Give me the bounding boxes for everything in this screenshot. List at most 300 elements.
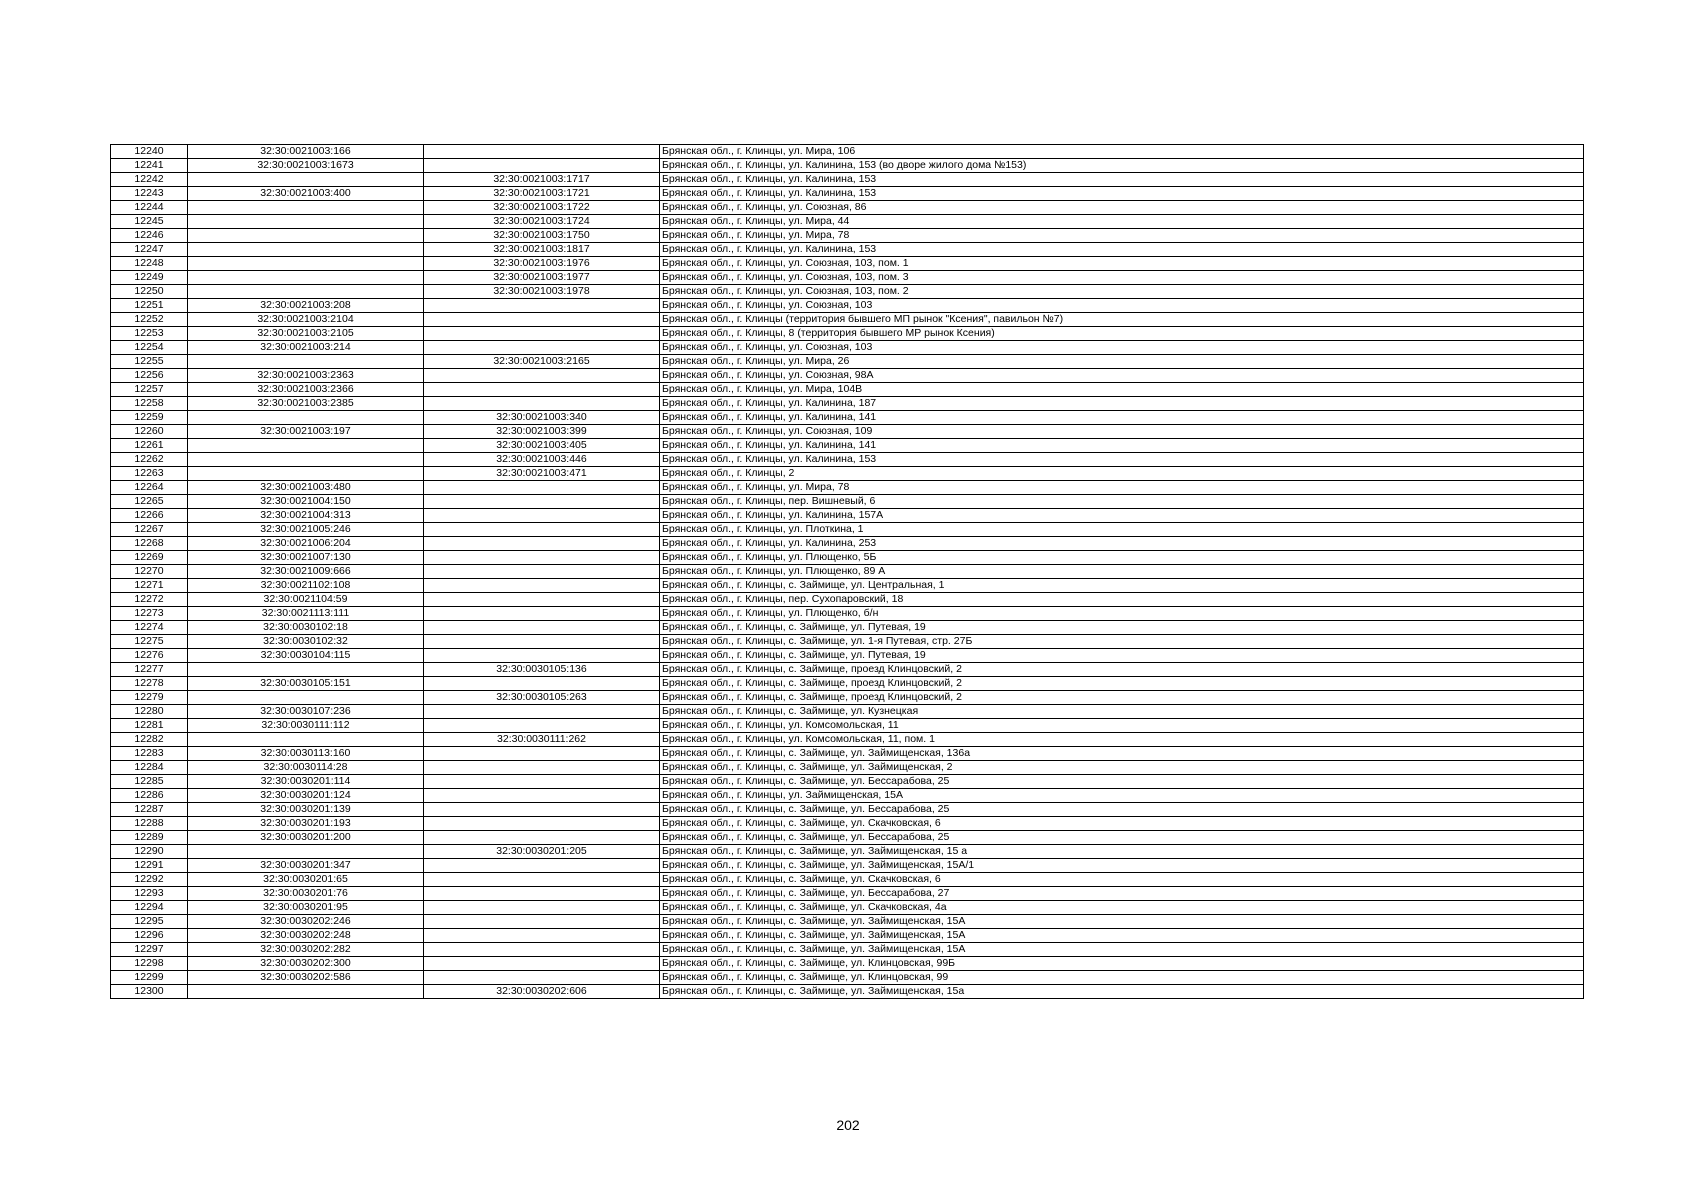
address-cell: Брянская обл., г. Клинцы, с. Займище, ул. Бессарабова, 27 (660, 887, 1584, 901)
building-cadastral-number-cell: 32:30:0021003:399 (424, 425, 660, 439)
table-row (111, 775, 1584, 789)
land-cadastral-number-cell (188, 663, 424, 677)
page-number: 202 (836, 1117, 860, 1133)
table-row (111, 887, 1584, 901)
table-row (111, 831, 1584, 845)
table-row (111, 593, 1584, 607)
table-row (111, 243, 1584, 257)
row-number-cell: 12298 (111, 957, 188, 971)
address-cell: Брянская обл., г. Клинцы, ул. Комсомольская, 11 (660, 719, 1584, 733)
land-cadastral-number-cell: 32:30:0021003:2104 (188, 313, 424, 327)
row-number-cell: 12291 (111, 859, 188, 873)
table-row (111, 733, 1584, 747)
address-cell: Брянская обл., г. Клинцы, 8 (территория бывшего МР рынок Ксения) (660, 327, 1584, 341)
land-cadastral-number-cell: 32:30:0030202:246 (188, 915, 424, 929)
address-cell: Брянская обл., г. Клинцы, с. Займище, ул. Кузнецкая (660, 705, 1584, 719)
table-row (111, 537, 1584, 551)
table-row (111, 663, 1584, 677)
building-cadastral-number-cell: 32:30:0021003:1724 (424, 215, 660, 229)
land-cadastral-number-cell (188, 257, 424, 271)
address-cell: Брянская обл., г. Клинцы (территория бывшего МП рынок "Ксения", павильон №7) (660, 313, 1584, 327)
building-cadastral-number-cell (424, 607, 660, 621)
address-cell: Брянская обл., г. Клинцы, с. Займище, ул. Займищенская, 15А (660, 915, 1584, 929)
building-cadastral-number-cell: 32:30:0021003:1977 (424, 271, 660, 285)
row-number-cell: 12296 (111, 929, 188, 943)
building-cadastral-number-cell (424, 649, 660, 663)
land-cadastral-number-cell (188, 285, 424, 299)
land-cadastral-number-cell: 32:30:0030102:18 (188, 621, 424, 635)
building-cadastral-number-cell: 32:30:0021003:471 (424, 467, 660, 481)
land-cadastral-number-cell: 32:30:0021006:204 (188, 537, 424, 551)
row-number-cell: 12256 (111, 369, 188, 383)
table-row (111, 201, 1584, 215)
table-row (111, 425, 1584, 439)
building-cadastral-number-cell: 32:30:0021003:1721 (424, 187, 660, 201)
building-cadastral-number-cell (424, 159, 660, 173)
land-cadastral-number-cell (188, 271, 424, 285)
land-cadastral-number-cell: 32:30:0021003:166 (188, 145, 424, 159)
row-number-cell: 12247 (111, 243, 188, 257)
table-row (111, 299, 1584, 313)
table-row (111, 355, 1584, 369)
row-number-cell: 12297 (111, 943, 188, 957)
building-cadastral-number-cell (424, 481, 660, 495)
table-row (111, 789, 1584, 803)
address-cell: Брянская обл., г. Клинцы, ул. Калинина, 153 (660, 173, 1584, 187)
address-cell: Брянская обл., г. Клинцы, ул. Калинина, 153 (660, 243, 1584, 257)
table-row (111, 271, 1584, 285)
row-number-cell: 12284 (111, 761, 188, 775)
table-row (111, 943, 1584, 957)
table-row (111, 411, 1584, 425)
address-cell: Брянская обл., г. Клинцы, с. Займище, ул. Скачковская, 4а (660, 901, 1584, 915)
address-cell: Брянская обл., г. Клинцы, ул. Комсомольская, 11, пом. 1 (660, 733, 1584, 747)
row-number-cell: 12293 (111, 887, 188, 901)
building-cadastral-number-cell: 32:30:0021003:340 (424, 411, 660, 425)
land-cadastral-number-cell: 32:30:0021007:130 (188, 551, 424, 565)
table-row (111, 257, 1584, 271)
row-number-cell: 12251 (111, 299, 188, 313)
address-cell: Брянская обл., г. Клинцы, с. Займище, ул. Займищенская, 15 а (660, 845, 1584, 859)
table-row (111, 719, 1584, 733)
building-cadastral-number-cell (424, 369, 660, 383)
building-cadastral-number-cell (424, 677, 660, 691)
table-row (111, 957, 1584, 971)
address-cell: Брянская обл., г. Клинцы, ул. Калинина, 157А (660, 509, 1584, 523)
address-cell: Брянская обл., г. Клинцы, ул. Плющенко, 5Б (660, 551, 1584, 565)
table-row (111, 971, 1584, 985)
row-number-cell: 12279 (111, 691, 188, 705)
table-row (111, 173, 1584, 187)
address-cell: Брянская обл., г. Клинцы, ул. Займищенская, 15А (660, 789, 1584, 803)
table-row (111, 747, 1584, 761)
address-cell: Брянская обл., г. Клинцы, с. Займище, проезд Клинцовский, 2 (660, 677, 1584, 691)
table-row (111, 705, 1584, 719)
address-cell: Брянская обл., г. Клинцы, ул. Плющенко, б/н (660, 607, 1584, 621)
table-row (111, 579, 1584, 593)
row-number-cell: 12258 (111, 397, 188, 411)
table-row (111, 873, 1584, 887)
land-cadastral-number-cell: 32:30:0021003:2366 (188, 383, 424, 397)
building-cadastral-number-cell (424, 719, 660, 733)
address-cell: Брянская обл., г. Клинцы, ул. Союзная, 103 (660, 341, 1584, 355)
building-cadastral-number-cell: 32:30:0021003:446 (424, 453, 660, 467)
row-number-cell: 12260 (111, 425, 188, 439)
table-row (111, 397, 1584, 411)
row-number-cell: 12240 (111, 145, 188, 159)
building-cadastral-number-cell (424, 341, 660, 355)
land-cadastral-number-cell: 32:30:0021004:150 (188, 495, 424, 509)
building-cadastral-number-cell (424, 817, 660, 831)
address-cell: Брянская обл., г. Клинцы, ул. Калинина, 253 (660, 537, 1584, 551)
land-cadastral-number-cell (188, 691, 424, 705)
address-cell: Брянская обл., г. Клинцы, с. Займище, ул. Центральная, 1 (660, 579, 1584, 593)
row-number-cell: 12275 (111, 635, 188, 649)
building-cadastral-number-cell (424, 747, 660, 761)
land-cadastral-number-cell (188, 201, 424, 215)
address-cell: Брянская обл., г. Клинцы, с. Займище, ул. 1-я Путевая, стр. 27Б (660, 635, 1584, 649)
address-cell: Брянская обл., г. Клинцы, ул. Мира, 78 (660, 229, 1584, 243)
row-number-cell: 12294 (111, 901, 188, 915)
row-number-cell: 12280 (111, 705, 188, 719)
land-cadastral-number-cell: 32:30:0030104:115 (188, 649, 424, 663)
building-cadastral-number-cell (424, 929, 660, 943)
building-cadastral-number-cell: 32:30:0030105:263 (424, 691, 660, 705)
building-cadastral-number-cell (424, 565, 660, 579)
land-cadastral-number-cell: 32:30:0021003:480 (188, 481, 424, 495)
land-cadastral-number-cell: 32:30:0021003:2363 (188, 369, 424, 383)
row-number-cell: 12252 (111, 313, 188, 327)
row-number-cell: 12257 (111, 383, 188, 397)
address-cell: Брянская обл., г. Клинцы, с. Займище, ул. Займищенская, 136а (660, 747, 1584, 761)
table-row (111, 845, 1584, 859)
row-number-cell: 12286 (111, 789, 188, 803)
table-row (111, 467, 1584, 481)
land-cadastral-number-cell: 32:30:0021005:246 (188, 523, 424, 537)
address-cell: Брянская обл., г. Клинцы, ул. Калинина, 153 (во дворе жилого дома №153) (660, 159, 1584, 173)
address-cell: Брянская обл., г. Клинцы, 2 (660, 467, 1584, 481)
row-number-cell: 12261 (111, 439, 188, 453)
row-number-cell: 12285 (111, 775, 188, 789)
row-number-cell: 12278 (111, 677, 188, 691)
building-cadastral-number-cell (424, 705, 660, 719)
building-cadastral-number-cell (424, 873, 660, 887)
table-row (111, 453, 1584, 467)
land-cadastral-number-cell: 32:30:0021113:111 (188, 607, 424, 621)
address-cell: Брянская обл., г. Клинцы, ул. Плющенко, 89 А (660, 565, 1584, 579)
table-row (111, 215, 1584, 229)
row-number-cell: 12250 (111, 285, 188, 299)
address-cell: Брянская обл., г. Клинцы, ул. Мира, 26 (660, 355, 1584, 369)
land-cadastral-number-cell (188, 355, 424, 369)
land-cadastral-number-cell: 32:30:0030107:236 (188, 705, 424, 719)
address-cell: Брянская обл., г. Клинцы, с. Займище, ул. Клинцовская, 99Б (660, 957, 1584, 971)
address-cell: Брянская обл., г. Клинцы, с. Займище, ул. Займищенская, 15А/1 (660, 859, 1584, 873)
land-cadastral-number-cell (188, 439, 424, 453)
address-cell: Брянская обл., г. Клинцы, ул. Калинина, 187 (660, 397, 1584, 411)
land-cadastral-number-cell (188, 733, 424, 747)
building-cadastral-number-cell (424, 957, 660, 971)
row-number-cell: 12281 (111, 719, 188, 733)
table-row (111, 313, 1584, 327)
land-cadastral-number-cell (188, 845, 424, 859)
table-row (111, 803, 1584, 817)
address-cell: Брянская обл., г. Клинцы, с. Займище, проезд Клинцовский, 2 (660, 663, 1584, 677)
address-cell: Брянская обл., г. Клинцы, с. Займище, ул. Бессарабова, 25 (660, 775, 1584, 789)
row-number-cell: 12288 (111, 817, 188, 831)
address-cell: Брянская обл., г. Клинцы, ул. Калинина, 153 (660, 187, 1584, 201)
building-cadastral-number-cell (424, 551, 660, 565)
table-row (111, 229, 1584, 243)
row-number-cell: 12283 (111, 747, 188, 761)
building-cadastral-number-cell (424, 971, 660, 985)
row-number-cell: 12243 (111, 187, 188, 201)
row-number-cell: 12244 (111, 201, 188, 215)
building-cadastral-number-cell (424, 943, 660, 957)
land-cadastral-number-cell (188, 453, 424, 467)
address-cell: Брянская обл., г. Клинцы, ул. Союзная, 86 (660, 201, 1584, 215)
table-row (111, 929, 1584, 943)
land-cadastral-number-cell: 32:30:0021003:208 (188, 299, 424, 313)
land-cadastral-number-cell: 32:30:0030201:124 (188, 789, 424, 803)
land-cadastral-number-cell: 32:30:0030201:95 (188, 901, 424, 915)
land-cadastral-number-cell (188, 243, 424, 257)
address-cell: Брянская обл., г. Клинцы, ул. Калинина, 141 (660, 439, 1584, 453)
table-row (111, 761, 1584, 775)
land-cadastral-number-cell: 32:30:0030201:200 (188, 831, 424, 845)
building-cadastral-number-cell (424, 397, 660, 411)
building-cadastral-number-cell: 32:30:0021003:1717 (424, 173, 660, 187)
land-cadastral-number-cell: 32:30:0030202:300 (188, 957, 424, 971)
table-row (111, 369, 1584, 383)
address-cell: Брянская обл., г. Клинцы, с. Займище, ул. Скачковская, 6 (660, 873, 1584, 887)
row-number-cell: 12269 (111, 551, 188, 565)
address-cell: Брянская обл., г. Клинцы, с. Займище, ул. Займищенская, 15А (660, 929, 1584, 943)
address-cell: Брянская обл., г. Клинцы, с. Займище, ул. Путевая, 19 (660, 621, 1584, 635)
address-cell: Брянская обл., г. Клинцы, с. Займище, ул. Бессарабова, 25 (660, 803, 1584, 817)
row-number-cell: 12264 (111, 481, 188, 495)
land-cadastral-number-cell: 32:30:0030201:347 (188, 859, 424, 873)
address-cell: Брянская обл., г. Клинцы, ул. Мира, 106 (660, 145, 1584, 159)
row-number-cell: 12267 (111, 523, 188, 537)
row-number-cell: 12287 (111, 803, 188, 817)
land-cadastral-number-cell: 32:30:0030202:586 (188, 971, 424, 985)
building-cadastral-number-cell: 32:30:0030201:205 (424, 845, 660, 859)
building-cadastral-number-cell (424, 901, 660, 915)
building-cadastral-number-cell (424, 579, 660, 593)
land-cadastral-number-cell: 32:30:0030105:151 (188, 677, 424, 691)
land-cadastral-number-cell (188, 411, 424, 425)
row-number-cell: 12254 (111, 341, 188, 355)
land-cadastral-number-cell: 32:30:0030201:65 (188, 873, 424, 887)
table-row (111, 635, 1584, 649)
row-number-cell: 12300 (111, 985, 188, 999)
registry-table (110, 144, 1584, 999)
row-number-cell: 12272 (111, 593, 188, 607)
building-cadastral-number-cell (424, 537, 660, 551)
table-row (111, 439, 1584, 453)
table-row (111, 901, 1584, 915)
building-cadastral-number-cell (424, 593, 660, 607)
land-cadastral-number-cell: 32:30:0021009:666 (188, 565, 424, 579)
row-number-cell: 12248 (111, 257, 188, 271)
land-cadastral-number-cell: 32:30:0021104:59 (188, 593, 424, 607)
row-number-cell: 12282 (111, 733, 188, 747)
table-row (111, 691, 1584, 705)
table-row (111, 607, 1584, 621)
row-number-cell: 12263 (111, 467, 188, 481)
land-cadastral-number-cell: 32:30:0030102:32 (188, 635, 424, 649)
table-row (111, 817, 1584, 831)
address-cell: Брянская обл., г. Клинцы, пер. Вишневый, 6 (660, 495, 1584, 509)
land-cadastral-number-cell (188, 229, 424, 243)
building-cadastral-number-cell (424, 775, 660, 789)
row-number-cell: 12253 (111, 327, 188, 341)
building-cadastral-number-cell: 32:30:0030202:606 (424, 985, 660, 999)
land-cadastral-number-cell: 32:30:0021003:197 (188, 425, 424, 439)
row-number-cell: 12274 (111, 621, 188, 635)
building-cadastral-number-cell (424, 495, 660, 509)
row-number-cell: 12273 (111, 607, 188, 621)
land-cadastral-number-cell: 32:30:0021102:108 (188, 579, 424, 593)
row-number-cell: 12292 (111, 873, 188, 887)
land-cadastral-number-cell: 32:30:0030202:248 (188, 929, 424, 943)
table-row (111, 915, 1584, 929)
address-cell: Брянская обл., г. Клинцы, ул. Союзная, 103, пом. 3 (660, 271, 1584, 285)
table-row (111, 145, 1584, 159)
table-row (111, 285, 1584, 299)
table-row (111, 859, 1584, 873)
building-cadastral-number-cell (424, 383, 660, 397)
row-number-cell: 12242 (111, 173, 188, 187)
building-cadastral-number-cell (424, 509, 660, 523)
table-row (111, 523, 1584, 537)
row-number-cell: 12290 (111, 845, 188, 859)
row-number-cell: 12249 (111, 271, 188, 285)
table-row (111, 495, 1584, 509)
address-cell: Брянская обл., г. Клинцы, ул. Мира, 104В (660, 383, 1584, 397)
table-row (111, 159, 1584, 173)
land-cadastral-number-cell (188, 467, 424, 481)
land-cadastral-number-cell (188, 985, 424, 999)
building-cadastral-number-cell (424, 621, 660, 635)
building-cadastral-number-cell: 32:30:0021003:1722 (424, 201, 660, 215)
row-number-cell: 12255 (111, 355, 188, 369)
building-cadastral-number-cell: 32:30:0021003:1817 (424, 243, 660, 257)
land-cadastral-number-cell: 32:30:0021003:2385 (188, 397, 424, 411)
table-row (111, 649, 1584, 663)
building-cadastral-number-cell: 32:30:0021003:1976 (424, 257, 660, 271)
land-cadastral-number-cell: 32:30:0021004:313 (188, 509, 424, 523)
building-cadastral-number-cell: 32:30:0030105:136 (424, 663, 660, 677)
building-cadastral-number-cell (424, 789, 660, 803)
building-cadastral-number-cell (424, 299, 660, 313)
building-cadastral-number-cell (424, 523, 660, 537)
table-row (111, 551, 1584, 565)
land-cadastral-number-cell: 32:30:0021003:400 (188, 187, 424, 201)
address-cell: Брянская обл., г. Клинцы, ул. Мира, 44 (660, 215, 1584, 229)
building-cadastral-number-cell: 32:30:0021003:1750 (424, 229, 660, 243)
land-cadastral-number-cell: 32:30:0030201:114 (188, 775, 424, 789)
address-cell: Брянская обл., г. Клинцы, с. Займище, проезд Клинцовский, 2 (660, 691, 1584, 705)
address-cell: Брянская обл., г. Клинцы, с. Займище, ул. Займищенская, 15А (660, 943, 1584, 957)
address-cell: Брянская обл., г. Клинцы, ул. Калинина, 141 (660, 411, 1584, 425)
row-number-cell: 12241 (111, 159, 188, 173)
row-number-cell: 12245 (111, 215, 188, 229)
address-cell: Брянская обл., г. Клинцы, ул. Союзная, 98А (660, 369, 1584, 383)
land-cadastral-number-cell: 32:30:0021003:1673 (188, 159, 424, 173)
table-row (111, 565, 1584, 579)
building-cadastral-number-cell (424, 831, 660, 845)
address-cell: Брянская обл., г. Клинцы, ул. Калинина, 153 (660, 453, 1584, 467)
registry-table-body (111, 145, 1584, 999)
address-cell: Брянская обл., г. Клинцы, с. Займище, ул. Скачковская, 6 (660, 817, 1584, 831)
table-row (111, 677, 1584, 691)
building-cadastral-number-cell (424, 635, 660, 649)
land-cadastral-number-cell: 32:30:0030202:282 (188, 943, 424, 957)
table-row (111, 383, 1584, 397)
land-cadastral-number-cell: 32:30:0030111:112 (188, 719, 424, 733)
row-number-cell: 12262 (111, 453, 188, 467)
row-number-cell: 12289 (111, 831, 188, 845)
address-cell: Брянская обл., г. Клинцы, с. Займище, ул. Займищенская, 2 (660, 761, 1584, 775)
building-cadastral-number-cell: 32:30:0021003:405 (424, 439, 660, 453)
row-number-cell: 12270 (111, 565, 188, 579)
table-row (111, 341, 1584, 355)
address-cell: Брянская обл., г. Клинцы, ул. Союзная, 103, пом. 1 (660, 257, 1584, 271)
row-number-cell: 12268 (111, 537, 188, 551)
building-cadastral-number-cell: 32:30:0030111:262 (424, 733, 660, 747)
building-cadastral-number-cell (424, 859, 660, 873)
land-cadastral-number-cell: 32:30:0030201:193 (188, 817, 424, 831)
building-cadastral-number-cell (424, 803, 660, 817)
land-cadastral-number-cell: 32:30:0021003:2105 (188, 327, 424, 341)
address-cell: Брянская обл., г. Клинцы, ул. Мира, 78 (660, 481, 1584, 495)
table-row (111, 509, 1584, 523)
address-cell: Брянская обл., г. Клинцы, ул. Союзная, 103, пом. 2 (660, 285, 1584, 299)
building-cadastral-number-cell (424, 887, 660, 901)
land-cadastral-number-cell: 32:30:0030113:160 (188, 747, 424, 761)
address-cell: Брянская обл., г. Клинцы, ул. Плоткина, 1 (660, 523, 1584, 537)
building-cadastral-number-cell (424, 761, 660, 775)
address-cell: Брянская обл., г. Клинцы, с. Займище, ул. Клинцовская, 99 (660, 971, 1584, 985)
row-number-cell: 12276 (111, 649, 188, 663)
address-cell: Брянская обл., г. Клинцы, с. Займище, ул. Путевая, 19 (660, 649, 1584, 663)
land-cadastral-number-cell: 32:30:0030201:139 (188, 803, 424, 817)
building-cadastral-number-cell (424, 327, 660, 341)
land-cadastral-number-cell: 32:30:0030114:28 (188, 761, 424, 775)
building-cadastral-number-cell: 32:30:0021003:2165 (424, 355, 660, 369)
row-number-cell: 12299 (111, 971, 188, 985)
building-cadastral-number-cell (424, 145, 660, 159)
table-row (111, 187, 1584, 201)
row-number-cell: 12246 (111, 229, 188, 243)
land-cadastral-number-cell (188, 215, 424, 229)
building-cadastral-number-cell: 32:30:0021003:1978 (424, 285, 660, 299)
address-cell: Брянская обл., г. Клинцы, ул. Союзная, 109 (660, 425, 1584, 439)
table-row (111, 985, 1584, 999)
row-number-cell: 12277 (111, 663, 188, 677)
row-number-cell: 12266 (111, 509, 188, 523)
building-cadastral-number-cell (424, 915, 660, 929)
row-number-cell: 12259 (111, 411, 188, 425)
row-number-cell: 12295 (111, 915, 188, 929)
row-number-cell: 12271 (111, 579, 188, 593)
address-cell: Брянская обл., г. Клинцы, пер. Сухопаровский, 18 (660, 593, 1584, 607)
building-cadastral-number-cell (424, 313, 660, 327)
row-number-cell: 12265 (111, 495, 188, 509)
land-cadastral-number-cell (188, 173, 424, 187)
